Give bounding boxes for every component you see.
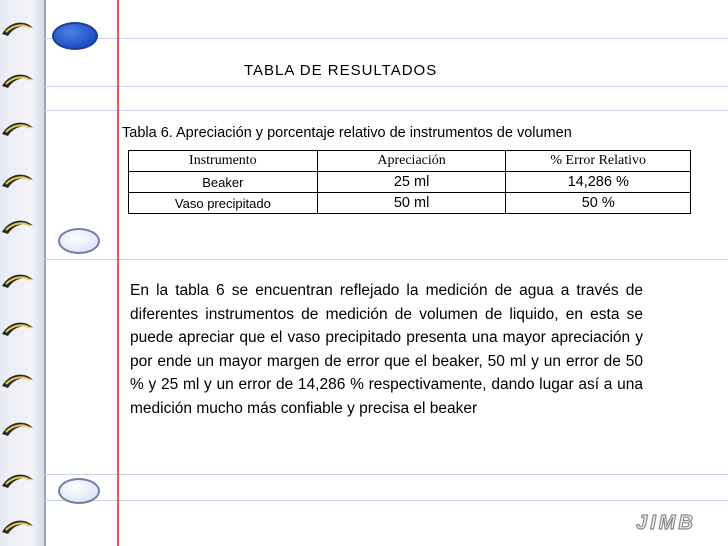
logo-text: JIMB <box>636 512 696 534</box>
ruled-line <box>44 86 728 87</box>
ruled-line <box>44 500 728 501</box>
table-row <box>129 193 691 214</box>
table-cell: Vaso precipitado <box>129 193 318 214</box>
spiral-ring-icon <box>0 170 36 194</box>
spiral-ring-icon <box>0 370 36 394</box>
spiral-ring-icon <box>0 470 36 494</box>
spiral-ring-icon <box>0 270 36 294</box>
column-header: Apreciación <box>317 151 506 172</box>
spiral-ring-icon <box>0 70 36 94</box>
table-caption: Tabla 6. Apreciación y porcentaje relativo de instrumentos de volumen <box>122 125 572 141</box>
jimb-logo <box>622 508 710 536</box>
binder-hole-icon <box>52 22 98 50</box>
ruled-line <box>44 38 728 39</box>
spiral-ring-icon <box>0 418 36 442</box>
page-title: TABLA DE RESULTADOS <box>244 62 438 79</box>
table-cell: Beaker <box>129 172 318 193</box>
results-paragraph: En la tabla 6 se encuentran reflejado la medición de agua a través de diferentes instrumentos de medición de volumen de liquido, en esta se puede apreciar que el vaso precipitado presenta una mayor apreciación y por ende un mayor margen de error que el beaker, 50 ml y un error de 50 % y 25 ml y un error de 14,286 % respectivamente, dando lugar así a una medición mucho más confiable y precisa el beaker <box>130 282 643 417</box>
spiral-ring-icon <box>0 318 36 342</box>
column-header: Instrumento <box>129 151 318 172</box>
spiral-ring-icon <box>0 18 36 42</box>
ruled-line <box>44 110 728 111</box>
table-row <box>129 172 691 193</box>
column-header: % Error Relativo <box>506 151 691 172</box>
ruled-line <box>44 259 728 260</box>
table-cell: 50 ml <box>317 193 506 214</box>
table-cell: 25 ml <box>317 172 506 193</box>
table-header-row <box>129 151 691 172</box>
binder-hole-icon <box>58 478 100 504</box>
spiral-ring-icon <box>0 516 36 540</box>
spiral-ring-icon <box>0 118 36 142</box>
binder-hole-icon <box>58 228 100 254</box>
spiral-ring-icon <box>0 216 36 240</box>
ruled-line <box>44 474 728 475</box>
table-cell: 14,286 % <box>506 172 691 193</box>
table-cell: 50 % <box>506 193 691 214</box>
margin-line <box>117 0 119 546</box>
results-table <box>128 150 691 214</box>
